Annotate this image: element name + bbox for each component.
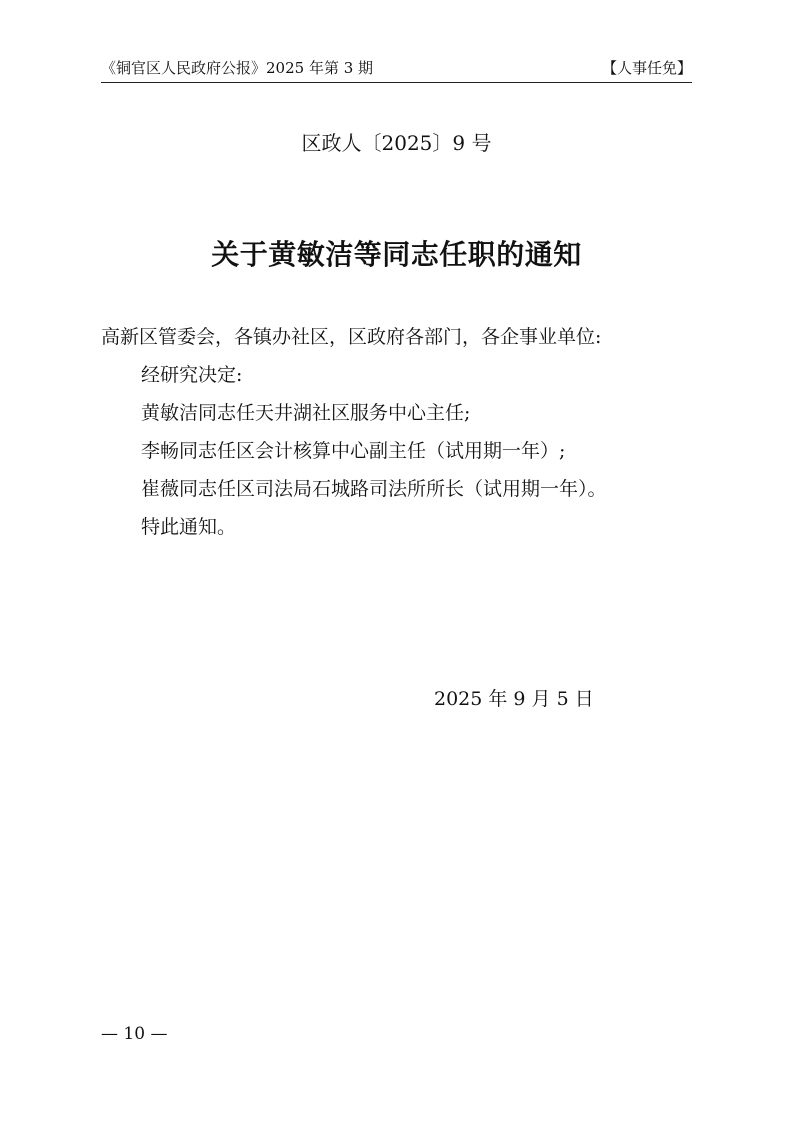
paragraph-appointment-1: 黄敏洁同志任天井湖社区服务中心主任; (141, 402, 471, 424)
salutation: 高新区管委会，各镇办社区，区政府各部门，各企事业单位: (101, 326, 602, 348)
paragraph-decision: 经研究决定: (141, 364, 243, 386)
document-title: 关于黄敏洁等同志任职的通知 (211, 238, 582, 271)
document-body (101, 318, 703, 546)
paragraph-closing: 特此通知。 (141, 516, 237, 538)
section-label: 【人事任免】 (601, 59, 692, 77)
page-number: — 10 — (101, 1024, 168, 1044)
publication-name: 《铜官区人民政府公报》2025 年第 3 期 (101, 59, 374, 77)
issue-date: 2025 年 9 月 5 日 (434, 688, 594, 710)
document-number: 区政人〔2025〕9 号 (301, 131, 492, 155)
paragraph-appointment-3: 崔薇同志任区司法局石城路司法所所长（试用期一年）。 (141, 478, 607, 500)
paragraph-appointment-2: 李畅同志任区会计核算中心副主任（试用期一年）; (141, 440, 566, 462)
page-header (101, 52, 692, 83)
